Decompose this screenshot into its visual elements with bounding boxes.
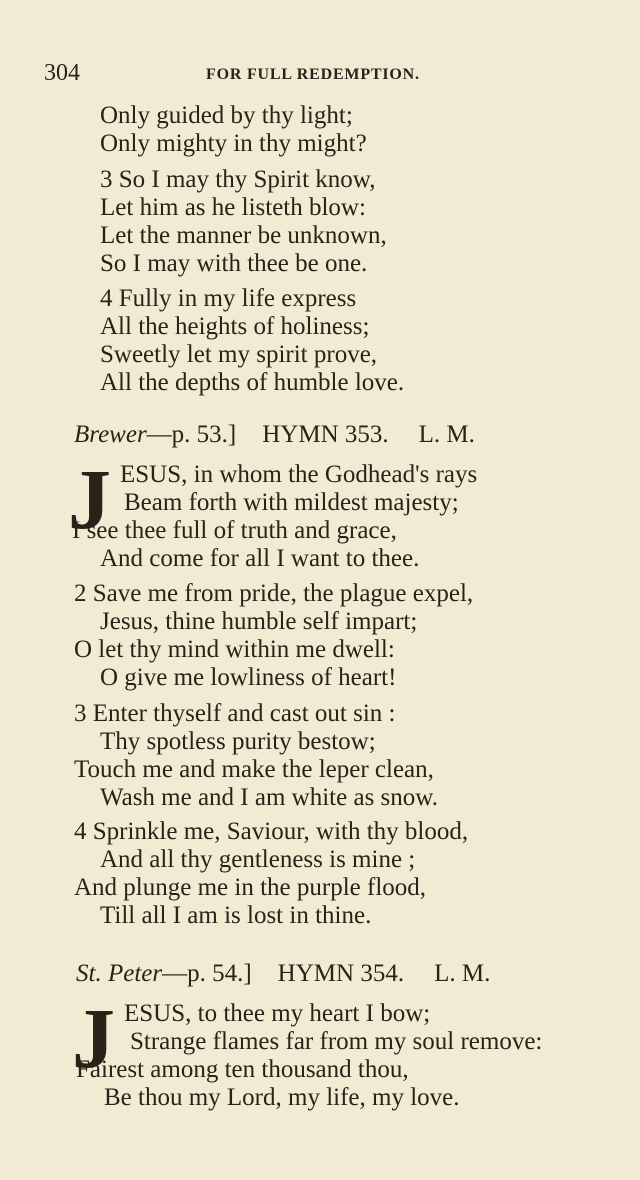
verse-line: I see thee full of truth and grace, [72, 517, 397, 544]
verse-line: And plunge me in the purple flood, [74, 874, 427, 901]
drop-cap: J [68, 451, 111, 547]
verse-line: Till all I am is lost in thine. [100, 902, 372, 929]
page-reference: —p. 54.] [162, 960, 252, 987]
tune-name: St. Peter [76, 960, 163, 987]
verse-line: Sweetly let my spirit prove, [100, 341, 378, 368]
verse-line: O give me lowliness of heart! [100, 664, 397, 691]
verse-line: 4 Sprinkle me, Saviour, with thy blood, [74, 818, 469, 845]
hymn-meter: L. M. [418, 421, 475, 448]
tune-name: Brewer [74, 421, 147, 448]
verse-line: All the heights of holiness; [100, 313, 370, 340]
hymn-title: HYMN 354. [277, 960, 405, 987]
verse-line: All the depths of humble love. [100, 369, 405, 396]
verse-line: Wash me and I am white as snow. [100, 784, 438, 811]
verse-line: And all thy gentleness is mine ; [100, 846, 416, 873]
hymn-heading [74, 421, 475, 449]
verse-line: Jesus, thine humble self impart; [100, 608, 418, 635]
verse-line: Touch me and make the leper clean, [74, 756, 434, 783]
verse-line: Strange flames far from my soul remove: [130, 1028, 543, 1055]
verse-line: So I may with thee be one. [100, 250, 368, 277]
running-title: FOR FULL REDEMPTION. [206, 66, 420, 83]
verse-line: 4 Fully in my life express [100, 285, 357, 312]
verse-line: Thy spotless purity bestow; [100, 728, 376, 755]
verse-line: Beam forth with mildest majesty; [124, 489, 459, 516]
verse-line: Fairest among ten thousand thou, [76, 1056, 409, 1083]
hymn-heading [76, 960, 490, 988]
verse-line: And come for all I want to thee. [100, 545, 420, 572]
drop-cap: J [72, 990, 115, 1086]
verse-line: Only mighty in thy might? [100, 130, 367, 157]
verse-line: 2 Save me from pride, the plague expel, [74, 580, 474, 607]
verse-line: Be thou my Lord, my life, my love. [104, 1084, 460, 1111]
verse-line: Let the manner be unknown, [100, 222, 387, 249]
page-number: 304 [44, 60, 80, 86]
verse-line: Only guided by thy light; [100, 102, 353, 129]
verse-line: ESUS, to thee my heart I bow; [124, 1000, 431, 1027]
hymn-meter: L. M. [434, 960, 491, 987]
hymn-title: HYMN 353. [262, 421, 389, 448]
verse-line: O let thy mind within me dwell: [74, 636, 395, 663]
verse-line: 3 So I may thy Spirit know, [100, 166, 376, 193]
verse-line: 3 Enter thyself and cast out sin : [74, 700, 396, 727]
page-reference: —p. 53.] [146, 421, 237, 448]
verse-line: Let him as he listeth blow: [100, 194, 366, 221]
verse-line: ESUS, in whom the Godhead's rays [120, 461, 478, 488]
